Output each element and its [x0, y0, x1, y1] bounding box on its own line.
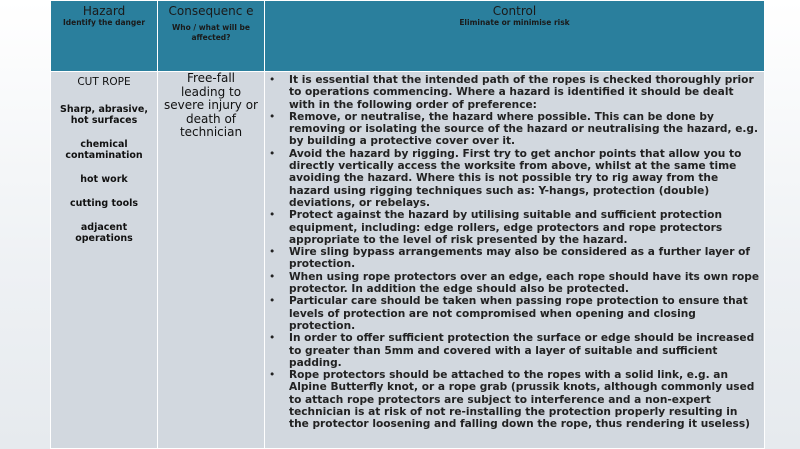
- table-row: [51, 72, 765, 449]
- control-header: [265, 1, 765, 72]
- consequence-cell: [158, 72, 265, 449]
- hazard-item: Sharp, abrasive, hot surfaces: [60, 104, 148, 126]
- consequence-header-title: Consequenc e: [168, 4, 254, 18]
- hazard-main-label: CUT ROPE: [77, 76, 131, 88]
- hazard-header-subtitle: Identify the danger: [62, 18, 146, 27]
- control-item: • Wire sling bypass arrangements may also be considered as a further layer of protection.: [289, 246, 760, 271]
- control-header-title: Control: [492, 4, 537, 18]
- hazard-item: cutting tools: [69, 198, 139, 209]
- risk-assessment-table: [50, 0, 765, 449]
- consequence-header: [158, 1, 265, 72]
- hazard-item: chemical contamination: [65, 139, 143, 161]
- table-header-row: [51, 1, 765, 72]
- control-item: • It is essential that the intended path of the ropes is checked thoroughly prior to operations commencing. Where a hazard is identified it should be dealt with in the following order of preference:: [289, 74, 760, 111]
- control-item: • Remove, or neutralise, the hazard where possible. This can be done by removing or isolating the source of the hazard or neutralising the hazard, e.g. by building a protective cover over it.: [289, 111, 760, 148]
- control-item: • Avoid the hazard by rigging. First try to get anchor points that allow you to directly vertically access the worksite from above, whilst at the same time avoiding the hazard. Where this is not possible try to rig away from the hazard using rigging techniques such as: Y-hangs, protection (double) deviations, or rebelays.: [289, 148, 760, 209]
- control-cell: [265, 72, 765, 449]
- control-item: • Rope protectors should be attached to the ropes with a solid link, e.g. an Alpine Butterfly knot, or a rope grab (prussik knots, although commonly used to attach rope protectors are subject to interference and a non-expert technician is at risk of not re-installing the protection properly resulting in the protector loosening and falling down the rope, thus rendering it useless): [289, 369, 760, 430]
- control-list: [265, 74, 764, 431]
- hazard-header: [51, 1, 158, 72]
- hazard-item: adjacent operations: [75, 222, 133, 244]
- hazard-header-title: Hazard: [82, 4, 126, 18]
- control-header-subtitle: Eliminate or minimise risk: [459, 18, 570, 27]
- hazard-cell: [51, 72, 158, 449]
- control-item: • In order to offer sufficient protection the surface or edge should be increased to greater than 5mm and covered with a layer of suitable and sufficient padding.: [289, 332, 760, 369]
- control-item: • Particular care should be taken when passing rope protection to ensure that levels of protection are not compromised when opening and closing protection.: [289, 295, 760, 332]
- hazard-item: hot work: [80, 174, 128, 185]
- consequence-text: Free-fall leading to severe injury or death of technician: [164, 71, 258, 139]
- control-item: • When using rope protectors over an edge, each rope should have its own rope protector. In addition the edge should also be protected.: [289, 271, 760, 296]
- consequence-header-subtitle: Who / what will be affected?: [172, 23, 250, 42]
- control-item: • Protect against the hazard by utilising suitable and sufficient protection equipment, including: edge rollers, edge protectors and rope protectors appropriate to the level of risk presented by the hazard.: [289, 209, 760, 246]
